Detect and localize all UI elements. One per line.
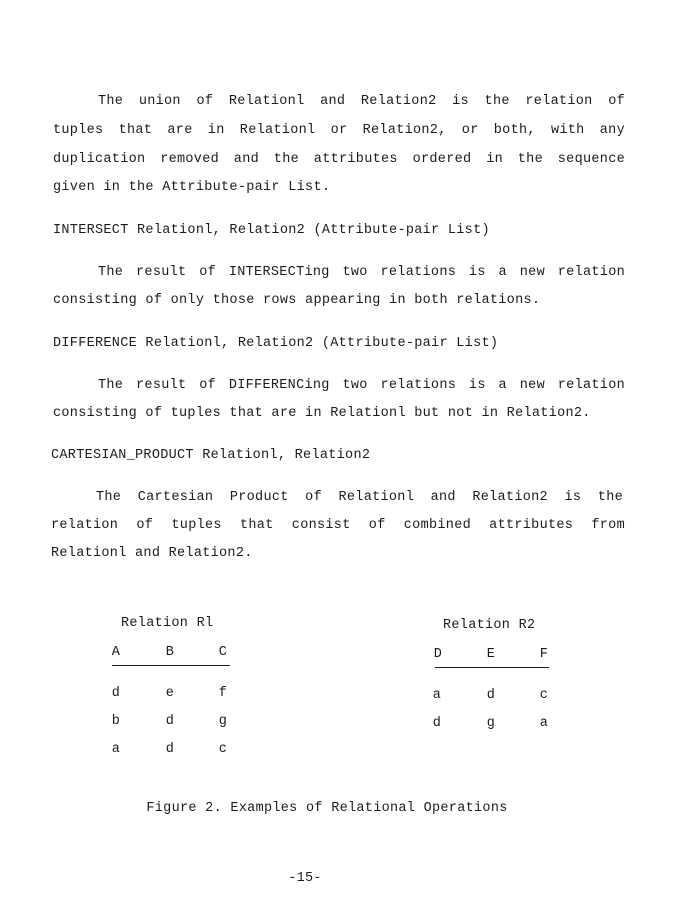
union-paragraph-line-2: tuples that are in Relationl or Relation2, or both, with any [53,123,625,138]
difference-command: DIFFERENCE Relationl, Relation2 (Attribute-pair List) [53,336,499,351]
relation-r2-cell: d [432,716,442,731]
relation-r1-cell: g [218,714,228,729]
relation-r1-cell: d [111,686,121,701]
relation-r2-title: Relation R2 [443,618,536,633]
union-paragraph-line-1: The union of Relationl and Relation2 is the relation of [98,94,625,109]
relation-r1-header-rule [112,665,230,666]
difference-paragraph-line-2: consisting of tuples that are in Relationl but not in Relation2. [53,406,591,421]
cartesian-paragraph-line-3: Relationl and Relation2. [51,546,253,561]
cartesian-paragraph-line-1: The Cartesian Product of Relationl and Relation2 is the [96,490,623,505]
relation-r2-column-d: D [433,647,443,662]
relation-r2-cell: g [486,716,496,731]
relation-r2-cell: a [432,688,442,703]
relation-r1-title: Relation Rl [121,616,214,631]
relation-r2-cell: d [486,688,496,703]
relation-r1-cell: d [165,742,175,757]
relation-r1-cell: a [111,742,121,757]
relation-r1-cell: d [165,714,175,729]
union-paragraph-line-4: given in the Attribute-pair List. [53,180,331,195]
relation-r1-cell: f [218,686,228,701]
cartesian-paragraph-line-2: relation of tuples that consist of combined attributes from [51,518,625,533]
figure-caption: Figure 2. Examples of Relational Operations [146,801,508,816]
page-number: -15- [288,871,322,886]
relation-r1-column-c: C [218,645,228,660]
intersect-command: INTERSECT Relationl, Relation2 (Attribute-pair List) [53,223,490,238]
cartesian-command: CARTESIAN_PRODUCT Relationl, Relation2 [51,448,371,463]
relation-r2-cell: a [539,716,549,731]
relation-r1-column-a: A [111,645,121,660]
relation-r2-cell: c [539,688,549,703]
relation-r2-column-f: F [539,647,549,662]
relation-r1-column-b: B [165,645,175,660]
relation-r1-cell: e [165,686,175,701]
relation-r1-cell: b [111,714,121,729]
intersect-paragraph-line-2: consisting of only those rows appearing in both relations. [53,293,541,308]
relation-r2-header-rule [435,667,549,668]
intersect-paragraph-line-1: The result of INTERSECTing two relations is a new relation [98,265,625,280]
relation-r2-column-e: E [486,647,496,662]
union-paragraph-line-3: duplication removed and the attributes ordered in the sequence [53,152,625,167]
difference-paragraph-line-1: The result of DIFFERENCing two relations is a new relation [98,378,625,393]
relation-r1-cell: c [218,742,228,757]
